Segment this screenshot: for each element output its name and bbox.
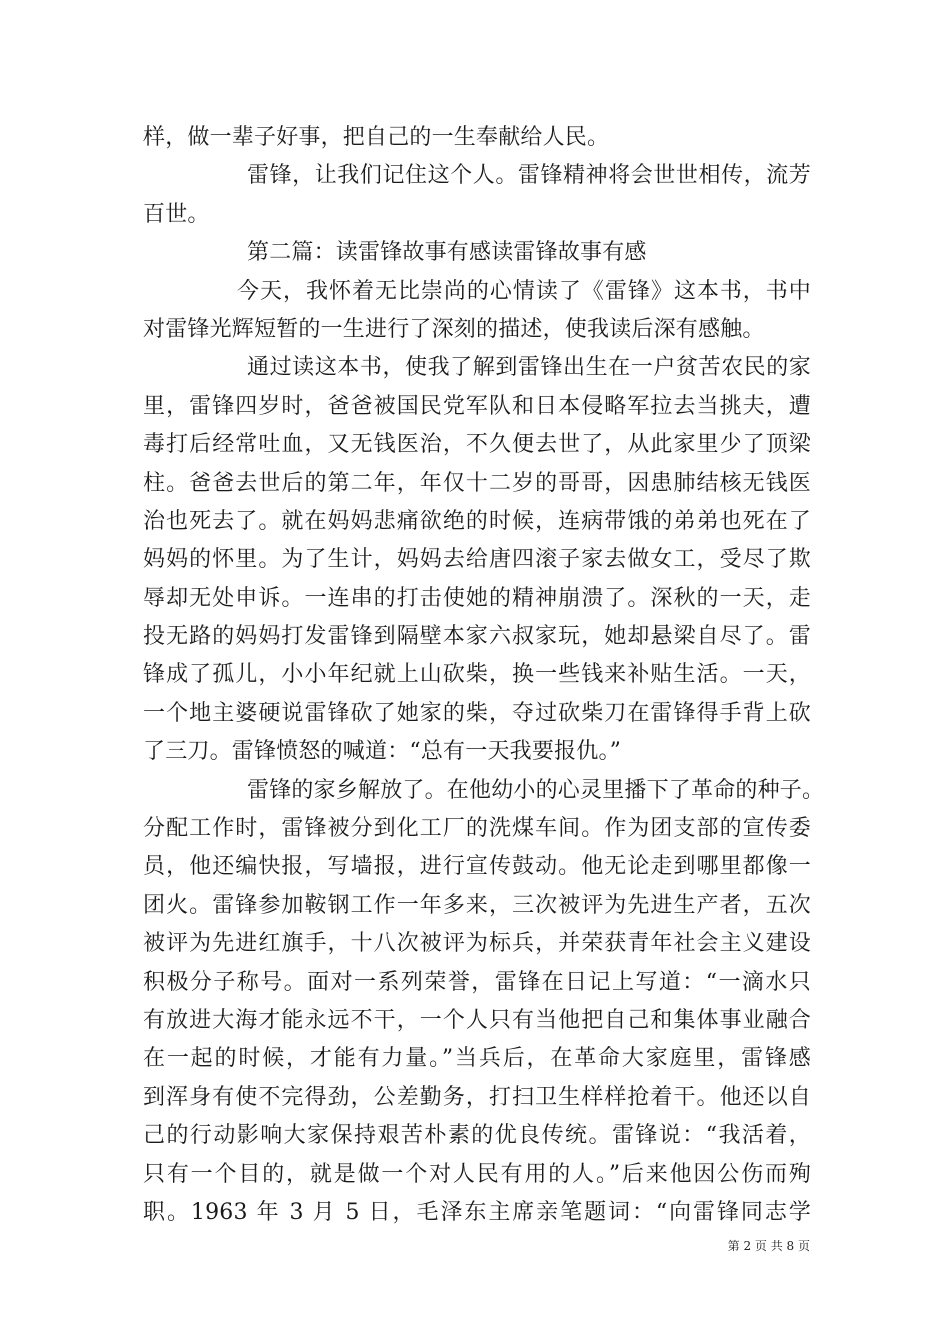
text-line: 锋成了孤儿，小小年纪就上山砍柴，换一些钱来补贴生活。一天， bbox=[143, 662, 811, 688]
text-line: 毒打后经常吐血，又无钱医治，不久便去世了，从此家里少了顶梁 bbox=[143, 432, 811, 458]
text-line: 被评为先进红旗手，十八次被评为标兵，并荣获青年社会主义建设 bbox=[143, 931, 811, 957]
text-line: 到浑身有使不完得劲，公差勤务，打扫卫生样样抢着干。他还以自 bbox=[143, 1084, 811, 1110]
text-line: 投无路的妈妈打发雷锋到隔壁本家六叔家玩，她却悬梁自尽了。雷 bbox=[143, 624, 811, 650]
text-line: 样，做一辈子好事，把自己的一生奉献给人民。 bbox=[143, 125, 610, 150]
text-line: 有放进大海才能永远不干，一个人只有当他把自己和集体事业融合 bbox=[143, 1007, 811, 1033]
text-line: 团火。雷锋参加鞍钢工作一年多来，三次被评为先进生产者，五次 bbox=[143, 892, 811, 918]
page-number: 第 2 页 共 8 页 bbox=[727, 1239, 810, 1253]
section-heading: 第二篇：读雷锋故事有感读雷锋故事有感 bbox=[247, 240, 647, 266]
text-line: 分配工作时，雷锋被分到化工厂的洗煤车间。作为团支部的宣传委 bbox=[143, 816, 811, 842]
text-line: 里，雷锋四岁时，爸爸被国民党军队和日本侵略军拉去当挑夫，遭 bbox=[143, 393, 811, 419]
text-line: 一个地主婆硬说雷锋砍了她家的柴，夺过砍柴刀在雷锋得手背上砍 bbox=[143, 700, 811, 726]
text-line: 辱却无处申诉。一连串的打击使她的精神崩溃了。深秋的一天，走 bbox=[143, 585, 811, 611]
text-line: 今天，我怀着无比崇尚的心情读了《雷锋》这本书，书中 bbox=[237, 278, 811, 304]
text-line: 员，他还编快报，写墙报，进行宣传鼓动。他无论走到哪里都像一 bbox=[143, 854, 811, 880]
text-line: 百世。 bbox=[143, 201, 210, 227]
text-line: 雷锋的家乡解放了。在他幼小的心灵里播下了革命的种子。 bbox=[247, 777, 825, 803]
text-line: 职。1963 年 3 月 5 日，毛泽东主席亲笔题词：“向雷锋同志学 bbox=[143, 1199, 811, 1225]
text-line: 积极分子称号。面对一系列荣誉，雷锋在日记上写道：“一滴水只 bbox=[143, 969, 811, 995]
text-line: 了三刀。雷锋愤怒的喊道：“总有一天我要报仇。” bbox=[143, 739, 622, 765]
text-line: 通过读这本书，使我了解到雷锋出生在一户贫苦农民的家 bbox=[247, 355, 811, 381]
text-line: 柱。爸爸去世后的第二年，年仅十二岁的哥哥，因患肺结核无钱医 bbox=[143, 470, 811, 496]
text-line: 己的行动影响大家保持艰苦朴素的优良传统。雷锋说：“我活着， bbox=[143, 1123, 811, 1149]
text-line: 在一起的时候，才能有力量。”当兵后，在革命大家庭里，雷锋感 bbox=[143, 1046, 811, 1072]
document-body bbox=[143, 119, 825, 1232]
text-line: 妈妈的怀里。为了生计，妈妈去给唐四滚子家去做女工，受尽了欺 bbox=[143, 547, 811, 573]
text-line: 雷锋，让我们记住这个人。雷锋精神将会世世相传，流芳 bbox=[247, 163, 811, 189]
text-line: 治也死去了。就在妈妈悲痛欲绝的时候，连病带饿的弟弟也死在了 bbox=[143, 508, 811, 534]
text-line: 只有一个目的，就是做一个对人民有用的人。”后来他因公伤而殉 bbox=[143, 1161, 811, 1187]
text-line: 对雷锋光辉短暂的一生进行了深刻的描述，使我读后深有感触。 bbox=[143, 316, 765, 342]
